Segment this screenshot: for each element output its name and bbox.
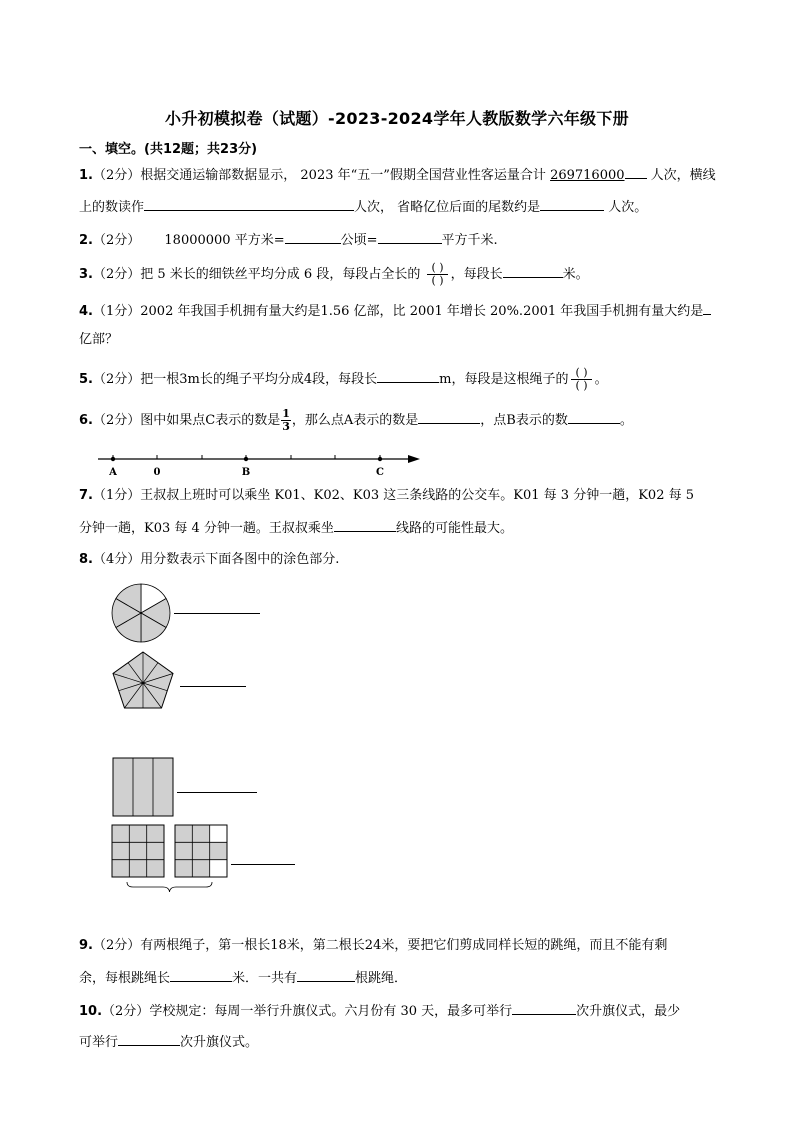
fraction-one-third: $\frac{1}{3}$ xyxy=(282,407,290,433)
question-text: 人次，横线 xyxy=(650,168,716,183)
arrow-head-icon xyxy=(408,455,420,463)
answer-blank[interactable] xyxy=(378,230,442,244)
point-c xyxy=(378,457,382,461)
brace-icon xyxy=(127,882,212,892)
question-text: m，每段是这根绳子的 xyxy=(439,372,569,387)
answer-blank[interactable] xyxy=(144,197,354,211)
question-8 xyxy=(79,551,339,569)
question-text: 线路的可能性最大。 xyxy=(395,521,513,536)
question-text: 有两根绳子，第一根长18米，第二根长24米，要把它们剪成同样长短的跳绳，而且不能有剩 xyxy=(140,938,668,953)
label-zero: 0 xyxy=(153,467,161,478)
answer-blank[interactable] xyxy=(118,1032,180,1046)
question-3 xyxy=(79,262,589,287)
question-5 xyxy=(79,367,608,392)
question-1-line-2 xyxy=(79,197,647,217)
underlined-number: 269716000 xyxy=(550,168,625,183)
question-score: （1分） xyxy=(92,304,141,319)
answer-blank[interactable] xyxy=(377,369,439,383)
question-score: （2分） xyxy=(92,168,141,183)
question-text: ，每段长 xyxy=(450,267,503,282)
question-text: 亿部？ xyxy=(79,332,119,347)
question-10-line-1 xyxy=(79,1001,680,1021)
answer-blank[interactable] xyxy=(170,968,232,982)
question-text: 根据交通运输部数据显示， 2023 年“五一”假期全国营业性客运量合计 xyxy=(140,168,546,183)
answer-blank[interactable] xyxy=(503,264,563,278)
question-10-line-2 xyxy=(79,1032,258,1052)
question-text: 把 5 米长的细铁丝平均分成 6 段，每段占全长的 xyxy=(140,267,421,282)
question-text: 王叔叔上班时可以乘坐 K01、K02、K03 这三条线路的公交车。K01 每 3 分钟一趟，K02 每 5 xyxy=(140,488,695,503)
answer-blank[interactable] xyxy=(285,230,341,244)
point-a xyxy=(111,457,115,461)
answer-blank[interactable] xyxy=(334,518,396,532)
question-score: （1分） xyxy=(92,488,141,503)
fraction-blank[interactable]: $\frac{( )}{( )}$ xyxy=(571,367,591,392)
question-number: 9. xyxy=(79,938,93,953)
question-text: 可举行 xyxy=(79,1035,119,1050)
question-text: 把一根3m长的绳子平均分成4段，每段长 xyxy=(140,372,378,387)
question-score: （2分） xyxy=(92,938,141,953)
question-text: 用分数表示下面各图中的涂色部分. xyxy=(140,552,340,567)
label-c: C xyxy=(376,467,384,478)
answer-blank[interactable] xyxy=(418,410,480,424)
question-text: 人次， 省略亿位后面的尾数约是 xyxy=(354,200,541,215)
question-text: ，点B表示的数 xyxy=(480,413,568,428)
question-9-line-1 xyxy=(79,937,667,955)
question-score: （2分） xyxy=(92,267,141,282)
question-text: 余，每根跳绳长 xyxy=(79,971,171,986)
rectangle-figure xyxy=(112,757,174,817)
page-title: 小升初模拟卷（试题）-2023-2024学年人教版数学六年级下册 xyxy=(165,109,629,128)
question-text: 平方米= xyxy=(234,233,285,248)
question-number: 5. xyxy=(79,372,93,387)
answer-blank[interactable] xyxy=(180,686,246,687)
question-4-line-2 xyxy=(79,331,118,349)
question-7-line-2 xyxy=(79,518,513,538)
fraction-blank[interactable]: $\frac{( )}{( )}$ xyxy=(427,262,447,287)
answer-blank[interactable] xyxy=(540,197,604,211)
question-6 xyxy=(79,408,633,433)
question-text: 。 xyxy=(619,413,633,428)
question-score: （2分） xyxy=(92,233,141,248)
answer-blank[interactable] xyxy=(703,301,711,315)
question-score: （2分） xyxy=(92,413,141,428)
question-1-line-1 xyxy=(79,166,716,185)
point-b xyxy=(244,457,248,461)
grid-figure xyxy=(111,824,231,896)
question-number: 6. xyxy=(79,413,93,428)
question-value: 18000000 xyxy=(164,233,231,248)
question-text: 次升旗仪式，最少 xyxy=(576,1004,681,1019)
question-2 xyxy=(79,230,498,250)
question-4-line-1 xyxy=(79,301,711,321)
question-text: 2002 年我国手机拥有量大约是1.56 亿部，比 2001 年增长 20%.2001 年我国手机拥有量大约是 xyxy=(140,304,704,319)
question-9-line-2 xyxy=(79,968,407,988)
question-text: 分钟一趟，K03 每 4 分钟一趟。王叔叔乘坐 xyxy=(79,521,334,536)
question-text: 。 xyxy=(594,372,608,387)
answer-blank[interactable] xyxy=(174,613,260,614)
question-score: （2分） xyxy=(102,1004,150,1019)
question-text: 米。 xyxy=(562,267,589,282)
question-number: 7. xyxy=(79,488,93,503)
question-text: 学校规定：每周一举行升旗仪式。六月份有 30 天，最多可举行 xyxy=(149,1004,513,1019)
question-text: 公顷= xyxy=(340,233,378,248)
number-line xyxy=(96,448,426,478)
question-number: 2. xyxy=(79,233,93,248)
question-number: 1. xyxy=(79,168,93,183)
question-7-line-1 xyxy=(79,487,694,505)
answer-blank[interactable] xyxy=(231,864,295,865)
question-number: 10. xyxy=(79,1004,103,1019)
full-grid xyxy=(112,825,164,877)
answer-blank[interactable] xyxy=(297,968,355,982)
question-text: 平方千米. xyxy=(441,233,498,248)
question-text: 根跳绳． xyxy=(355,971,408,986)
question-number: 4. xyxy=(79,304,93,319)
circle-figure xyxy=(110,582,172,644)
question-text: 人次。 xyxy=(608,200,648,215)
section-heading: 一、填空。(共12题；共23分) xyxy=(79,142,258,157)
question-text: 次升旗仪式。 xyxy=(180,1035,259,1050)
question-score: （2分） xyxy=(92,372,141,387)
answer-blank[interactable] xyxy=(568,410,620,424)
question-text: 米．一共有 xyxy=(232,971,298,986)
question-text: 上的数读作 xyxy=(79,200,145,215)
label-b: B xyxy=(241,467,251,478)
answer-blank[interactable] xyxy=(512,1001,576,1015)
question-text: 图中如果点C表示的数是 xyxy=(140,413,281,428)
question-number: 3. xyxy=(79,267,93,282)
answer-blank[interactable] xyxy=(177,792,257,793)
question-number: 8. xyxy=(79,552,93,567)
label-a: A xyxy=(109,467,117,478)
question-score: （4分） xyxy=(92,552,141,567)
question-text: ，那么点A表示的数是 xyxy=(291,413,419,428)
pentagon-figure xyxy=(110,649,176,711)
